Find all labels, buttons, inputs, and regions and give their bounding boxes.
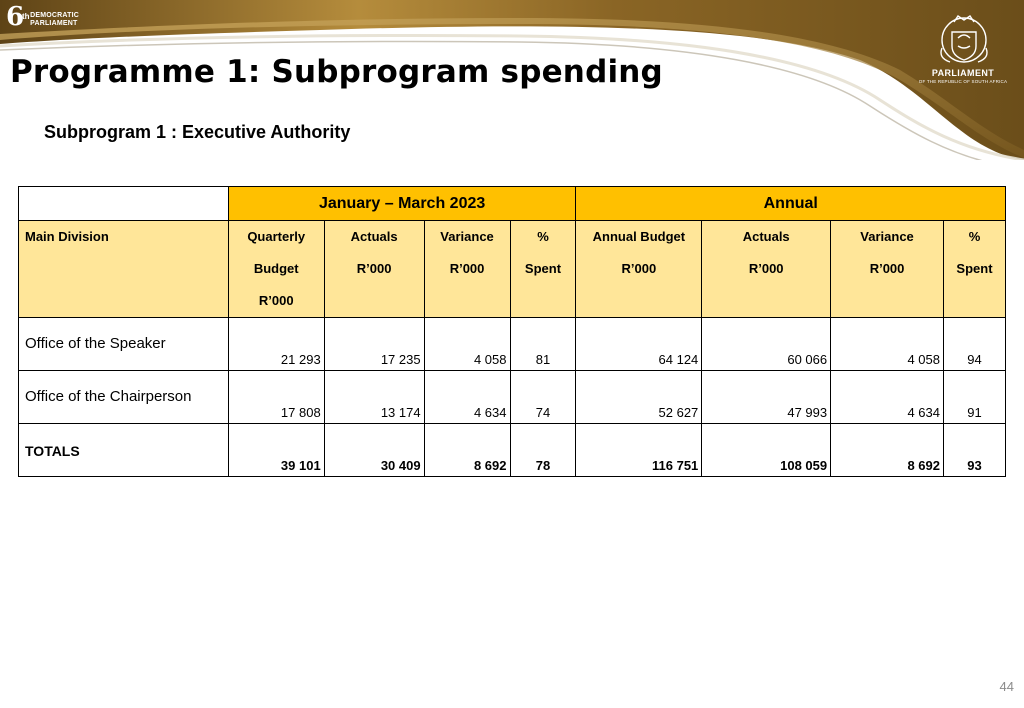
subprogram-subtitle: Subprogram 1 : Executive Authority (44, 122, 351, 142)
band-header-row (19, 187, 1006, 221)
column-header: % Spent (510, 221, 576, 318)
table-row (19, 318, 1006, 371)
table-cell: 8 692 (831, 424, 944, 477)
table-cell: 108 059 (702, 424, 831, 477)
table-cell: 64 124 (576, 318, 702, 371)
blank-cell (19, 187, 229, 221)
table-cell: 13 174 (324, 371, 424, 424)
column-header: Actuals R’000 (324, 221, 424, 318)
division-name: Office of the Speaker (19, 318, 229, 371)
column-header: Quarterly Budget R’000 (228, 221, 324, 318)
table-cell: 81 (510, 318, 576, 371)
column-header: Annual Budget R’000 (576, 221, 702, 318)
column-header: % Spent (943, 221, 1005, 318)
table-cell: 91 (943, 371, 1005, 424)
table-cell: 78 (510, 424, 576, 477)
page-title: Programme 1: Subprogram spending (10, 54, 663, 90)
democratic-parliament-logo: 6 th DEMOCRATIC PARLIAMENT (6, 2, 80, 32)
table-cell: 39 101 (228, 424, 324, 477)
table-cell: 21 293 (228, 318, 324, 371)
table-cell: 94 (943, 318, 1005, 371)
spending-table (18, 186, 1006, 477)
page-number: 44 (999, 679, 1014, 694)
table-cell: 4 058 (424, 318, 510, 371)
table-cell: 4 058 (831, 318, 944, 371)
table-cell: 17 808 (228, 371, 324, 424)
column-header: Variance R’000 (831, 221, 944, 318)
division-name: Office of the Chairperson (19, 371, 229, 424)
table-cell: 47 993 (702, 371, 831, 424)
coat-of-arms-icon (928, 8, 1000, 68)
table-cell: 4 634 (831, 371, 944, 424)
column-header: Variance R’000 (424, 221, 510, 318)
table-cell: 4 634 (424, 371, 510, 424)
table-cell: 116 751 (576, 424, 702, 477)
parliament-logo: PARLIAMENT OF THE REPUBLIC OF SOUTH AFRICA (918, 68, 1008, 84)
totals-row (19, 424, 1006, 477)
column-header: Actuals R’000 (702, 221, 831, 318)
column-header-row (19, 221, 1006, 318)
table-cell: 60 066 (702, 318, 831, 371)
table-row (19, 371, 1006, 424)
table-cell: 8 692 (424, 424, 510, 477)
annual-band-header: Annual (576, 187, 1006, 221)
table-cell: 74 (510, 371, 576, 424)
table-cell: 52 627 (576, 371, 702, 424)
totals-label: TOTALS (19, 424, 229, 477)
quarter-band-header: January – March 2023 (228, 187, 576, 221)
table-cell: 17 235 (324, 318, 424, 371)
column-header: Main Division (19, 221, 229, 318)
table-cell: 30 409 (324, 424, 424, 477)
table-cell: 93 (943, 424, 1005, 477)
